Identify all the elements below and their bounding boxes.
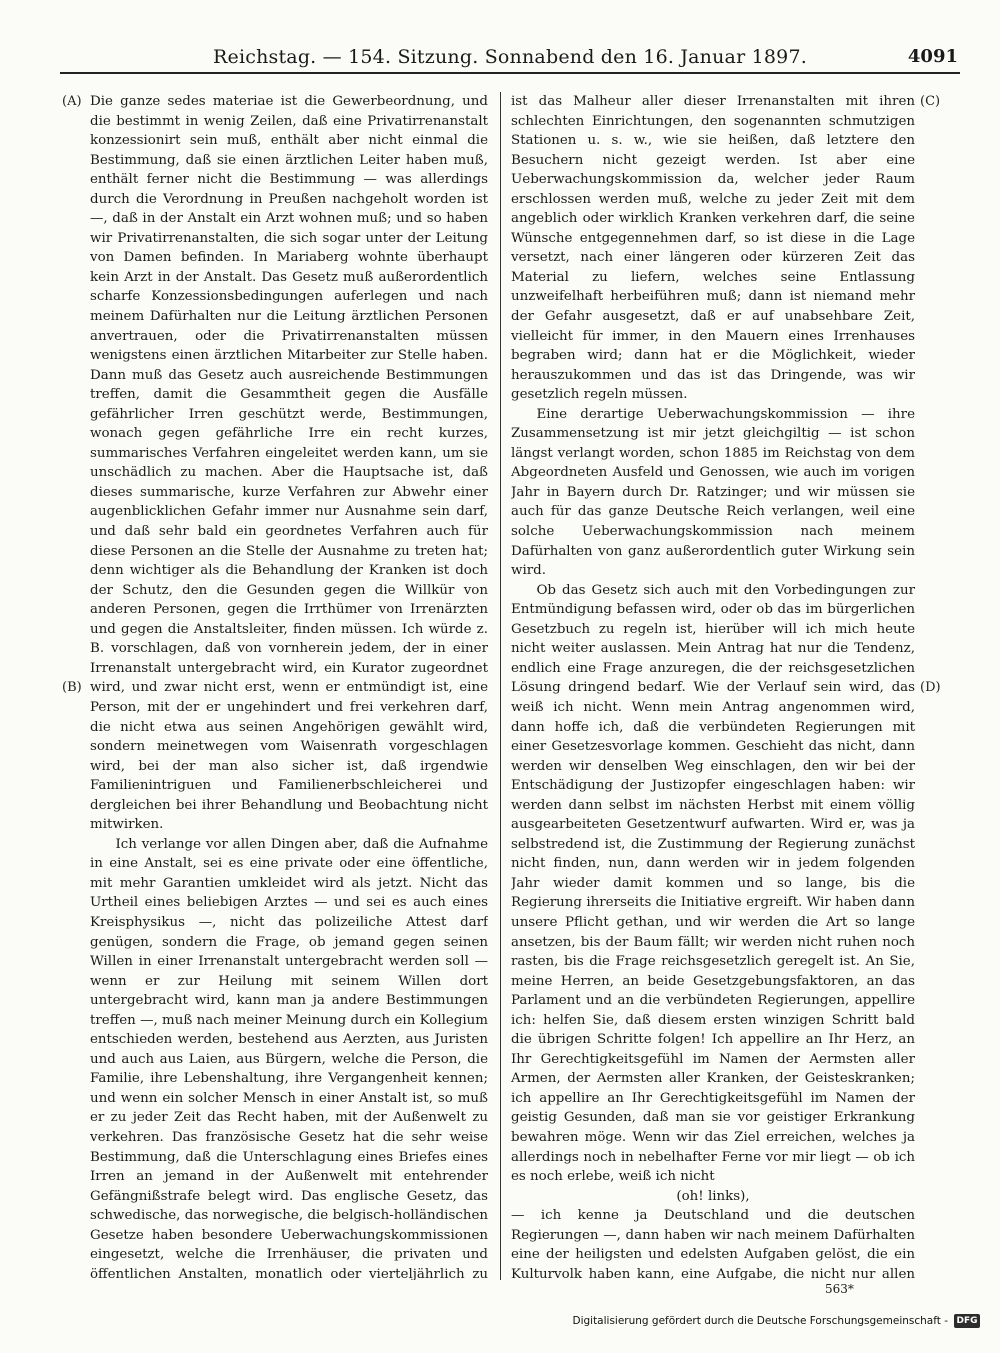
header-title: Reichstag. — 154. Sitzung. Sonnabend den 16. Januar 1897. — [213, 46, 807, 68]
margin-marker-d: (D) — [920, 680, 941, 695]
page-header — [60, 44, 960, 74]
margin-marker-a: (A) — [62, 94, 82, 109]
interjection: (oh! links), — [676, 1188, 750, 1204]
signature-mark: 563* — [825, 1282, 854, 1296]
column-divider — [500, 92, 501, 1280]
dfg-logo: DFG — [954, 1314, 980, 1328]
page-number: 4091 — [907, 46, 958, 67]
footer-text: Digitalisierung gefördert durch die Deutsche Forschungsgemeinschaft - — [572, 1315, 948, 1327]
paragraph: ist das Malheur aller dieser Irrenanstalten mit ihren schlechten Einrichtungen, den sogenannten schmutzigen Stationen u. s. w., wie sie heißen, daß letztere den Besuchern nicht gezeigt werden. Ist aber eine Ueberwachungskommission da, welcher jeder Raum erschlossen werden muß, welche zu jeder Zeit mit dem angeblich oder wirklich Kranken verkehren darf, die seine Wünsche entgegennehmen darf, so ist diese in die Lage versetzt, nach einer längeren oder kürzeren Zeit das Material zu liefern, welches seine Entlassung unzweifelhaft herbeiführen muß; dann ist niemand mehr der Gefahr ausgesetzt, daß er auf unabsehbare Zeit, vielleicht für immer, in den Mauern eines Irrenhauses begraben wird; dann hat er die Möglichkeit, wieder herauszukommen und das ist das Dringende, was wir gesetzlich regeln müssen. — [511, 94, 915, 403]
paragraph: Eine derartige Ueberwachungskommission — ihre Zusammensetzung ist mir jetzt gleichgiltig — ist schon längst verlangt worden, schon 1885 im Reichstag von dem Abgeordneten Ausfeld und Genossen, wie auch im vorigen Jahr in Bayern durch Dr. Ratzinger; und wir müssen sie auch für das ganze Deutsche Reich verlangen, weil eine solche Ueberwachungskommission nach meinem Dafürhalten von ganz außerordentlich guter Wirkung sein wird. — [511, 406, 915, 579]
left-text-column — [90, 92, 488, 1280]
paragraph: Ich verlange vor allen Dingen aber, daß die Aufnahme in eine Anstalt, sei es eine private oder eine öffentliche, mit mehr Garantien umkleidet wird als jetzt. Nicht das Urtheil eines beliebigen Arztes — und sei es auch eines Kreisphysikus —, nicht das polizeiliche Attest darf genügen, sondern die Frage, ob jemand gegen seinen Willen in einer Irrenanstalt untergebracht werden soll — wenn er zur Heilung mit seinem Willen dort untergebracht wird, kann man ja andere Bestimmungen treffen —, muß nach meiner Meinung durch ein Kollegium entschieden werden, bestehend aus Aerzten, aus Juristen und auch aus Laien, aus Bürgern, welche die Person, die Familie, ihre Lebenshaltung, ihre Vergangenheit kennen; und wenn ein solcher Mensch in einer Anstalt ist, so muß er zu jeder Zeit das Recht haben, mit der Außenwelt zu verkehren. Das französische Gesetz hat die sehr weise Bestimmung, daß die Unterschlagung eines Briefes eines Irren an jemand in der Außenwelt mit entehrender Gefängnißstrafe belegt wird. Das englische Gesetz, das schwedische, das norwegische, die belgisch-holländischen Gesetze haben besondere Ueberwachungskommissionen eingesetzt, welche die Irrenhäuser, die privaten und öffentlichen Anstalten, monatlich oder vierteljährlich zu — [90, 836, 488, 1280]
paragraph: Ob das Gesetz sich auch mit den Vorbedingungen zur Entmündigung befassen wird, oder ob das im bürgerlichen Gesetzbuch zu regeln ist, hierüber will ich mich heute nicht weiter auslassen. Mein Antrag hat nur die Tendenz, endlich eine Frage anzuregen, die der reichsgesetzlichen Lösung dringend bedarf. Wie der Verlauf sein wird, das weiß ich nicht. Wenn mein Antrag angenommen wird, dann hoffe ich, daß die verbündeten Regierungen mit einer Gesetzesvorlage kommen. Geschieht das nicht, dann werden wir denselben Weg einschlagen, den wir bei der Entschädigung der Justizopfer eingeschlagen haben: wir werden dann selbst im nächsten Herbst mit einem völlig ausgearbeiteten Gesetzentwurf aufwarten. Wird er, was ja selbstredend ist, die Zustimmung der Regierung zunächst nicht finden, nun, dann werden wir in jedem folgenden Jahr wieder damit kommen und so lange, bis die Regierung ihrerseits die Initiative ergreift. Wir haben dann unsere Pflicht gethan, und wir werden die Art so lange ansetzen, bis der Baum fällt; wir werden nicht ruhen noch rasten, bis die Frage reichsgesetzlich geregelt ist. An Sie, meine Herren, an beide Gesetzgebungsfaktoren, an das Parlament und an die verbündeten Regierungen, appellire ich: helfen Sie, daß diesem ersten winzigen Schritt bald die übrigen Schritte folgen! Ich appellire an Ihr Herz, an Ihr Gerechtigkeitsgefühl im Namen der Aermsten aller Armen, der Aermsten aller Kranken, der Geisteskranken; ich appellire an Ihr Gerechtigkeitsgefühl im Namen der geistig Gesunden, daß man sie vor geistiger Erkrankung bewahren möge. Wenn wir das Ziel erreichen, welches ja allerdings noch in nebelhafter Ferne vor mir liegt — ob ich es noch erlebe, weiß ich nicht — [511, 582, 915, 1185]
footer — [572, 1314, 980, 1328]
margin-marker-b: (B) — [62, 680, 82, 695]
paragraph: — ich kenne ja Deutschland und die deutschen Regierungen —, dann haben wir nach meinem Dafürhalten eine der heiligsten und edelsten Aufgaben gelöst, die ein Kulturvolk haben kann, eine Aufgabe, die nicht nur allen — [511, 1208, 915, 1280]
margin-marker-c: (C) — [920, 94, 941, 109]
paragraph: Die ganze sedes materiae ist die Gewerbeordnung, und die bestimmt in wenig Zeilen, daß eine Privatirrenanstalt konzessionirt sein muß, enthält aber nicht einmal die Bestimmung, daß sie einen ärztlichen Leiter haben muß, enthält ferner nicht die Bestimmung — was allerdings durch die Verordnung in Preußen nachgeholt worden ist —, daß in der Anstalt ein Arzt wohnen muß; und so haben wir Privatirrenanstalten, die sich sogar unter der Leitung von Damen befinden. In Mariaberg wohnte überhaupt kein Arzt in der Anstalt. Das Gesetz muß außerordentlich scharfe Konzessionsbedingungen auferlegen und nach meinem Dafürhalten nur die Leitung ärztlichen Personen anvertrauen, oder die Privatirrenanstalten müssen wenigstens einen ärztlichen Mitarbeiter zur Stelle haben. Dann muß das Gesetz auch ausreichende Bestimmungen treffen, damit die Gesammtheit gegen die Ausfälle gefährlicher Irren geschützt werde, Bestimmungen, wonach gegen gefährliche Irre ein recht kurzes, summarisches Verfahren eingeleitet werden kann, um sie unschädlich zu machen. Aber die Hauptsache ist, daß dieses summarische, kurze Verfahren zur Abwehr einer augenblicklichen Gefahr immer nur Ausnahme sein darf, und daß sehr bald ein geordnetes Verfahren auch für diese Personen an die Stelle der Ausnahme zu treten hat; denn wichtiger als die Behandlung der Kranken ist doch der Schutz, den die Gesunden gegen die Willkür von anderen Personen, gegen die Irrthümer von Irrenärzten und gegen die Anstaltsleiter, finden müssen. Ich würde z. B. vorschlagen, daß von vornherein jedem, der in einer Irrenanstalt untergebracht wird, ein Kurator zugeordnet wird, und zwar nicht erst, wenn er entmündigt ist, eine Person, mit der er ungehindert und frei verkehren darf, die nicht etwa aus seinen Angehörigen gewählt wird, sondern meinetwegen vom Waisenrath vorgeschlagen wird, bei der man also sicher ist, daß irgendwie Familienintriguen und Familienerbschleicherei und dergleichen bei ihrer Behandlung und Beobachtung nicht mitwirken. — [90, 94, 488, 833]
right-text-column — [511, 92, 915, 1280]
